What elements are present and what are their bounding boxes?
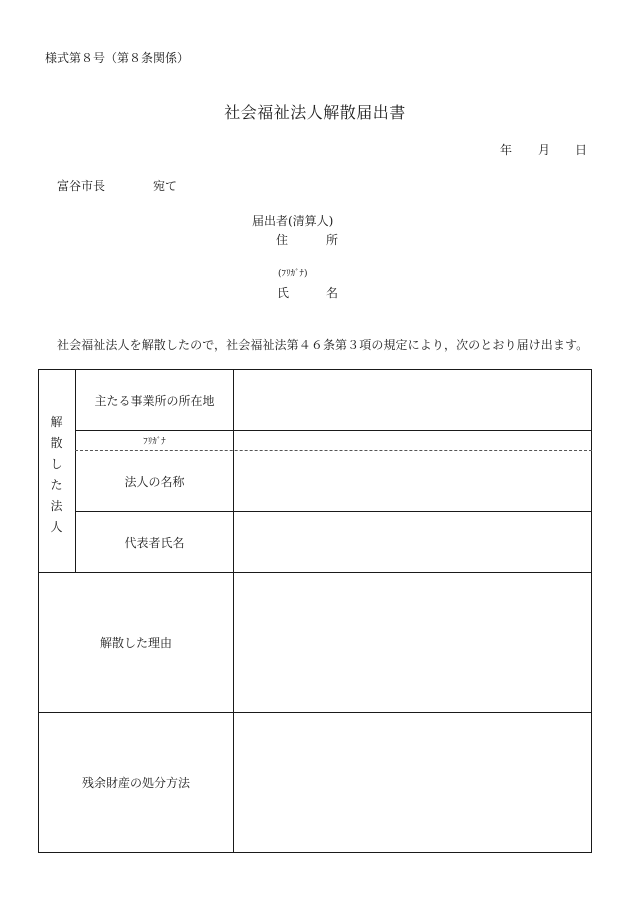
- table-border-bottom: [38, 852, 592, 853]
- group-label-char: た: [50, 478, 63, 492]
- representative-field[interactable]: [234, 512, 591, 572]
- group-label-char: 法: [50, 499, 63, 513]
- dissolution-reason-field[interactable]: [234, 573, 591, 712]
- name-label-second: 名: [326, 286, 339, 300]
- group-label-char: 解: [50, 415, 63, 429]
- address-label-first: 住: [276, 233, 289, 247]
- name-label-first: 氏: [277, 286, 290, 300]
- label-asset-disposal: 残余財産の処分方法: [81, 776, 190, 790]
- applicant-label: 届出者(清算人): [252, 214, 334, 228]
- main-office-field[interactable]: [234, 370, 591, 430]
- form-number: 様式第８号（第８条関係）: [45, 51, 190, 65]
- table-border-right: [591, 369, 592, 853]
- furigana-field[interactable]: [234, 431, 591, 450]
- addressee-suffix: 宛て: [153, 179, 178, 193]
- label-dissolution-reason: 解散した理由: [99, 636, 172, 650]
- date-day-label: 日: [575, 143, 588, 157]
- addressee-name: 富谷市長: [57, 179, 106, 193]
- label-furigana: ﾌﾘｶﾞﾅ: [143, 437, 166, 447]
- date-year-label: 年: [500, 143, 513, 157]
- corporation-name-field[interactable]: [234, 451, 591, 511]
- label-corporation-name: 法人の名称: [124, 475, 185, 489]
- applicant-furigana-label: (ﾌﾘｶﾞﾅ): [278, 269, 308, 279]
- group-label-char: 散: [50, 436, 63, 450]
- statement-text: 社会福祉法人を解散したので，社会福祉法第４６条第３項の規定により，次のとおり届け出ます。: [57, 338, 589, 352]
- date-month-label: 月: [538, 143, 551, 157]
- label-representative: 代表者氏名: [124, 536, 185, 550]
- group-label-char: し: [50, 457, 63, 471]
- group-label-char: 人: [50, 520, 63, 534]
- label-main-office: 主たる事業所の所在地: [94, 394, 215, 408]
- document-title: 社会福祉法人解散届出書: [224, 103, 406, 122]
- address-label-second: 所: [326, 233, 339, 247]
- asset-disposal-field[interactable]: [234, 713, 591, 852]
